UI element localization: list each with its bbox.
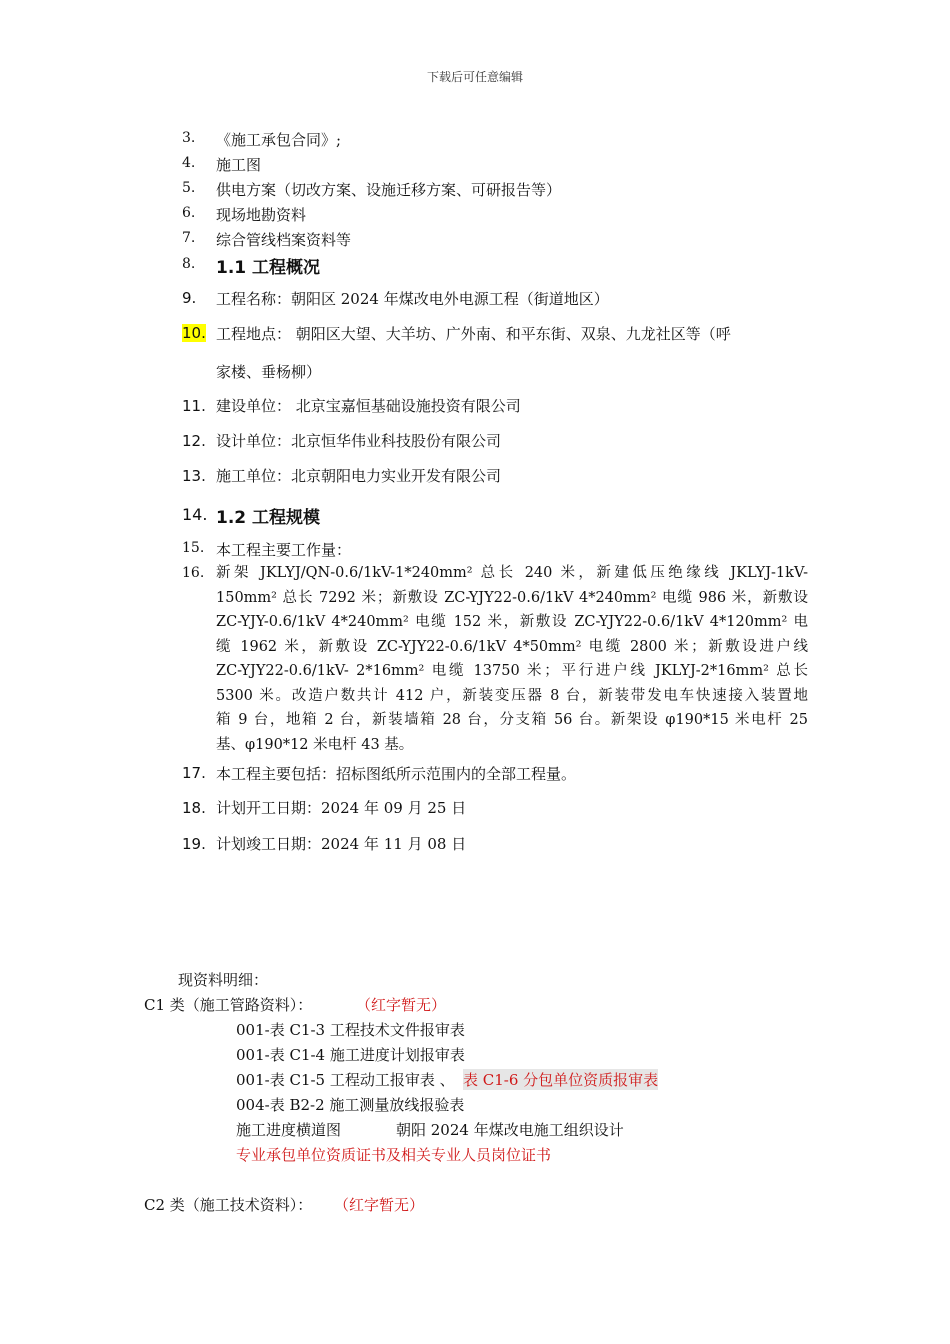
c2-note: （红字暂无） <box>334 1196 425 1214</box>
list-number: 6. <box>182 205 196 221</box>
c1-item: 004-表 B2-2 施工测量放线报验表 <box>236 1096 465 1114</box>
list-item: 施工图 <box>216 156 262 174</box>
c1-item: 朝阳 2024 年煤改电施工组织设计 <box>396 1121 624 1139</box>
list-number: 13. <box>182 467 206 485</box>
list-number: 14. <box>182 505 208 524</box>
list-number: 3. <box>182 130 196 146</box>
paragraph-line: 箱 9 台，地箱 2 台，新装墙箱 28 台，分支箱 56 台。新架设 φ190*15 米电杆 25 <box>216 712 808 728</box>
list-number: 4. <box>182 155 196 171</box>
list-number: 8. <box>182 256 196 272</box>
start-date: 计划开工日期：2024 年 09 月 25 日 <box>216 799 467 817</box>
list-item: 供电方案（切改方案、设施迁移方案、可研报告等） <box>216 181 562 199</box>
c1-item: 001-表 C1-5 工程动工报审表 、 <box>236 1071 455 1089</box>
project-location-cont: 家楼、垂杨柳） <box>216 363 322 381</box>
list-item: 本工程主要工作量： <box>216 541 352 559</box>
end-date: 计划竣工日期：2024 年 11 月 08 日 <box>216 835 467 853</box>
c1-item: 施工进度横道图 <box>236 1121 342 1139</box>
list-item: 《施工承包合同》; <box>216 131 342 149</box>
c1-item-missing: 专业承包单位资质证书及相关专业人员岗位证书 <box>236 1146 552 1164</box>
paragraph-line: 缆 1962 米，新敷设 ZC-YJY22-0.6/1kV 4*50mm² 电缆 2800 米；新敷设进户线 <box>216 638 808 655</box>
paragraph-line: 150mm² 总长 7292 米；新敷设 ZC-YJY22-0.6/1kV 4*240mm² 电缆 986 米，新敷设 <box>216 589 808 606</box>
list-number: 18. <box>182 799 206 817</box>
c1-item: 001-表 C1-3 工程技术文件报审表 <box>236 1021 465 1039</box>
c1-label: C1 类（施工管路资料）： <box>144 996 313 1014</box>
list-number: 12. <box>182 432 206 450</box>
project-name: 工程名称：朝阳区 2024 年煤改电外电源工程（街道地区） <box>216 290 609 308</box>
list-number-highlighted: 10. <box>182 324 206 342</box>
contractor-unit: 施工单位：北京朝阳电力实业开发有限公司 <box>216 467 502 485</box>
c1-item: 001-表 C1-4 施工进度计划报审表 <box>236 1046 465 1064</box>
list-number: 15. <box>182 540 205 556</box>
c1-item-missing: 表 C1-6 分包单位资质报审表 <box>463 1071 659 1089</box>
list-item: 本工程主要包括：招标图纸所示范围内的全部工程量。 <box>216 765 577 783</box>
design-unit: 设计单位：北京恒华伟业科技股份有限公司 <box>216 432 502 450</box>
list-number: 19. <box>182 835 206 853</box>
project-location: 工程地点： 朝阳区大望、大羊坊、广外南、和平东街、双泉、九龙社区等（呼 <box>216 325 731 343</box>
page-header: 下载后可任意编辑 <box>426 70 523 84</box>
paragraph-line: 基、φ190*12 米电杆 43 基。 <box>216 736 414 753</box>
list-number: 11. <box>182 397 206 415</box>
list-number: 5. <box>182 180 196 196</box>
list-number: 16. <box>182 565 205 581</box>
paragraph-line: 新架 JKLYJ/QN-0.6/1kV-1*240mm² 总长 240 米，新建低压绝缘线 JKLYJ-1kV- <box>216 565 808 581</box>
workload-paragraph <box>216 561 808 757</box>
list-item: 综合管线档案资料等 <box>216 231 352 249</box>
list-number: 7. <box>182 230 196 246</box>
list-item: 现场地勘资料 <box>216 206 307 224</box>
c2-label: C2 类（施工技术资料）： <box>144 1196 313 1214</box>
list-number: 9. <box>182 289 197 307</box>
section-heading: 1.2 工程规模 <box>216 508 321 528</box>
construction-unit: 建设单位： 北京宝嘉恒基础设施投资有限公司 <box>216 397 521 415</box>
c1-note: （红字暂无） <box>356 996 447 1014</box>
paragraph-line: ZC-YJY-0.6/1kV 4*240mm² 电缆 152 米，新敷设 ZC-YJY22-0.6/1kV 4*120mm² 电 <box>216 614 808 630</box>
section-heading: 1.1 工程概况 <box>216 258 321 278</box>
paragraph-line: ZC-YJY22-0.6/1kV- 2*16mm² 电缆 13750 米；平行进户线 JKLYJ-2*16mm² 总长 <box>216 663 808 679</box>
list-number: 17. <box>182 764 206 782</box>
paragraph-line: 5300 米。改造户数共计 412 户，新装变压器 8 台，新装带发电车快速接入装置地 <box>216 687 808 704</box>
materials-title: 现资料明细： <box>178 971 269 989</box>
